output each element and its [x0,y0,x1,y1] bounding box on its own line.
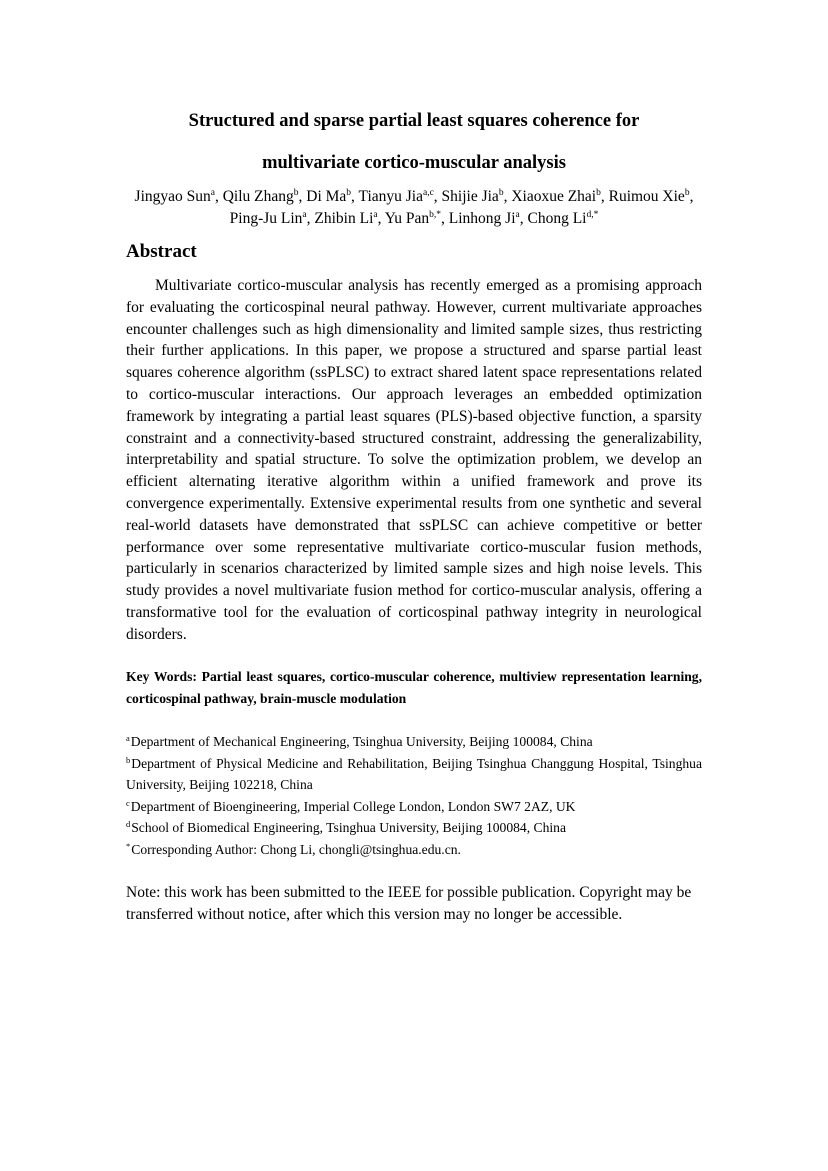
author-name: Linhong Ji [448,210,516,227]
author-name: Zhibin Li [314,210,374,227]
author [314,210,377,227]
author-name: Di Ma [306,188,347,205]
affiliation-mark: d [126,819,131,829]
paper-title-line-1: Structured and sparse partial least squares coherence for [188,111,640,131]
affiliation-item [126,839,702,861]
affiliation-mark: b [126,754,131,765]
affiliation-item [126,817,702,839]
abstract-heading: Abstract [126,241,197,262]
affiliation-text: Department of Physical Medicine and Rehabilitation, Beijing Tsinghua Changgung Hospital, Tsinghua University, Beijing 102218, China [126,755,702,792]
author-affiliation-mark: a [210,188,215,198]
author-list: Jingyao Sun$^a$, Qilu Zhang$^b$, Di Ma$^b$, Tianyu Jia$^{a,c}$, Shijie Jia$^b$, Xiaoxue Zhai$^b$, Ruimou Xie$^b$, Ping-Ju Lin$^a$, Zhibin Li$^a$, Yu Pan$^{b,*}$, Linhong Ji$^a$, Chong $Li^{d,*}$ [134,188,694,227]
author-affiliation-mark: b [293,188,299,198]
keywords: Key Words: Partial least squares, cortico-muscular coherence, multiview representation learning, corticospinal pathway, brain-muscle modulation [126,669,702,706]
affiliation-item [126,731,702,753]
author [385,210,441,227]
author-name: Ruimou Xie [608,188,685,205]
author [527,210,598,227]
author [511,188,601,205]
affiliation-text: Department of Bioengineering, Imperial College London, London SW7 2AZ, UK [130,798,576,814]
author [223,188,299,205]
author-name: Ping-Ju Lin [229,210,303,227]
author [306,188,351,205]
author [135,188,215,205]
affiliation-item [126,753,702,796]
author-affiliation-mark: a [373,210,378,220]
author-name: Xiaoxue Zhai [511,188,597,205]
author-name: Qilu Zhang [222,188,294,205]
affiliation-text: School of Biomedical Engineering, Tsinghua University, Beijing 100084, China [131,820,566,835]
author-affiliation-mark: b,* [429,210,442,220]
submission-note: Note: this work has been submitted to the IEEE for possible publication. Copyright may be transferred without notice, after which this version may no longer be accessible. [126,884,692,923]
author [449,210,520,227]
author-name: Yu Pan [384,210,430,227]
author-affiliation-mark: a [515,210,520,220]
author [359,188,434,205]
author [230,210,307,227]
author-affiliation-mark: d,* [586,210,599,220]
paper-title-line-2: multivariate cortico-muscular analysis [262,153,566,173]
author-name: Jingyao Sun [134,188,211,205]
affiliation-mark: * [126,840,131,851]
author-affiliation-mark: b [346,188,352,198]
affiliation-item [126,796,702,818]
abstract-text: Multivariate cortico-muscular analysis has recently emerged as a promising approach for evaluating the corticospinal neural pathway. However, current multivariate approaches encounter challenges such as high dimensionality and limited sample sizes, thus restricting their further applications. In this paper, we propose a structured and sparse partial least squares coherence algorithm (ssPLSC) to extract shared latent space representations related to cortico-muscular interactions. Our approach leverages an embedded optimization framework by integrating a partial least squares (PLS)-based objective function, a sparsity constraint and a connectivity-based structured constraint, addressing the generalizability, interpretability and spatial structure. To solve the optimization problem, we develop an efficient alternating iterative algorithm within a unified framework and prove its convergence experimentally. Extensive experimental results from one synthetic and several real-world datasets have demonstrated that ssPLSC can achieve competitive or better performance over some representative multivariate cortico-muscular fusion methods, particularly in scenarios characterized by limited sample sizes and high noise levels. This study provides a novel multivariate fusion method for cortico-muscular analysis, offering a transformative tool for the evaluation of corticospinal pathway integrity in neurological disorders. [126,277,702,643]
author-affiliation-mark: b [498,188,504,198]
affiliation-list [126,731,702,860]
author-affiliation-mark: a [302,210,307,220]
author-affiliation-mark: b [684,188,690,198]
author-name: Tianyu Jia [358,188,423,205]
author-affiliation-mark: a,c [422,188,434,198]
affiliation-text: Corresponding Author: Chong Li, chongli@tsinghua.edu.cn. [131,841,461,857]
author [609,188,690,205]
author-name: Chong Li [527,210,587,227]
author [442,188,504,205]
author-affiliation-mark: b [596,188,601,198]
author-name: Shijie Jia [441,188,499,205]
affiliation-mark: c [126,797,130,808]
affiliation-text: Department of Mechanical Engineering, Tsinghua University, Beijing 100084, China [130,734,593,749]
affiliation-mark: a [126,733,130,743]
